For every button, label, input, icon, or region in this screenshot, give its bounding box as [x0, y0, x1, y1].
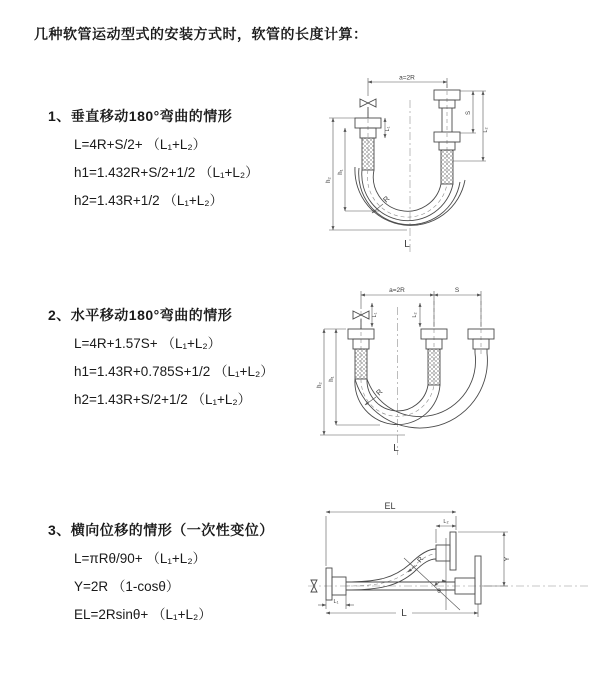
formula-line: Y=2R （1-cosθ）: [74, 579, 180, 594]
dim-label-l2: L₂: [483, 127, 489, 133]
dimension-el: [326, 501, 456, 566]
dim-label-l: L: [401, 608, 407, 619]
section-3-formulas: [74, 545, 212, 629]
dimension-s: [434, 287, 481, 295]
formula-line: L=πRθ/90+ （L₁+L₂）: [74, 551, 207, 566]
dimension-a2r: [368, 75, 447, 97]
dim-label-h2: h₂: [317, 382, 323, 388]
formula-line: L=4R+S/2+ （L₁+L₂）: [74, 137, 207, 152]
dim-label-a2r: a=2R: [389, 287, 405, 294]
formula-line: h1=1.43R+0.785S+1/2 （L₁+L₂）: [74, 364, 274, 379]
dim-label-l1: L₁: [372, 312, 378, 318]
valve-icon: [360, 99, 376, 118]
diagram-horizontal-movement: [310, 283, 595, 460]
left-hose-end-fitting: [355, 118, 381, 170]
dimension-l1: [385, 118, 391, 138]
dimension-h1: [329, 329, 380, 425]
fixed-end-fitting: [348, 329, 374, 379]
formula-line: L=4R+1.57S+ （L₁+L₂）: [74, 336, 222, 351]
dim-label-l1: L₁: [385, 126, 391, 132]
dimension-l-total: [326, 604, 478, 619]
section-2-heading: 2、水平移动180°弯曲的情形: [48, 307, 233, 323]
displaced-hose-s-curve: [346, 549, 436, 590]
dim-label-r: R: [381, 194, 392, 205]
diagram-lateral-displacement: [300, 498, 595, 652]
dim-label-h1: h₁: [338, 169, 344, 175]
radius-callout: [372, 194, 392, 213]
dim-label-s: S: [454, 287, 460, 294]
right-flange-fitting: [455, 556, 481, 604]
dimension-l1: [318, 595, 354, 609]
formula-line: h2=1.43R+1/2 （L₁+L₂）: [74, 193, 224, 208]
dim-label-h2: h₂: [326, 177, 332, 183]
dim-label-r: R: [374, 387, 385, 398]
dimension-a2r: [361, 287, 481, 327]
centerlines: [368, 84, 447, 254]
dim-label-theta: θ: [437, 588, 441, 595]
dim-label-el: EL: [384, 501, 396, 511]
centerlines: [361, 301, 481, 455]
angle-theta-construction: [404, 538, 460, 610]
dim-label-h1: h₁: [329, 376, 335, 382]
dim-label-y: Y: [504, 556, 511, 562]
section-2-formulas: [74, 330, 274, 414]
dim-label-l1: L₁: [333, 599, 339, 605]
formula-line: h2=1.43R+S/2+1/2 （L₁+L₂）: [74, 392, 252, 407]
dim-label-l-total: L: [404, 239, 410, 250]
section-1-formulas: [74, 131, 259, 215]
dimension-l1: [372, 303, 378, 327]
formula-line: h1=1.432R+S/2+1/2 （L₁+L₂）: [74, 165, 259, 180]
section-3-heading: 3、横向位移的情形（一次性变位）: [48, 522, 274, 538]
dim-label-s: S: [466, 110, 472, 116]
dim-label-r: R: [416, 555, 426, 565]
dim-label-l2: L₂: [443, 519, 449, 525]
dimension-l2: [412, 303, 420, 327]
section-1-heading: 1、垂直移动180°弯曲的情形: [48, 108, 233, 124]
dim-label-l2: L₂: [412, 312, 418, 318]
dimension-s: [460, 91, 486, 133]
dimension-l2: [453, 91, 489, 161]
dim-label-a2r: a=2R: [399, 74, 415, 82]
diagram-vertical-movement: [315, 72, 590, 262]
dim-label-l-total: L: [393, 443, 399, 454]
formula-line: EL=2Rsinθ+ （L₁+L₂）: [74, 607, 212, 622]
left-flange-fitting: [326, 568, 346, 600]
page-title: 几种软管运动型式的安装方式时，软管的长度计算：: [34, 26, 368, 42]
